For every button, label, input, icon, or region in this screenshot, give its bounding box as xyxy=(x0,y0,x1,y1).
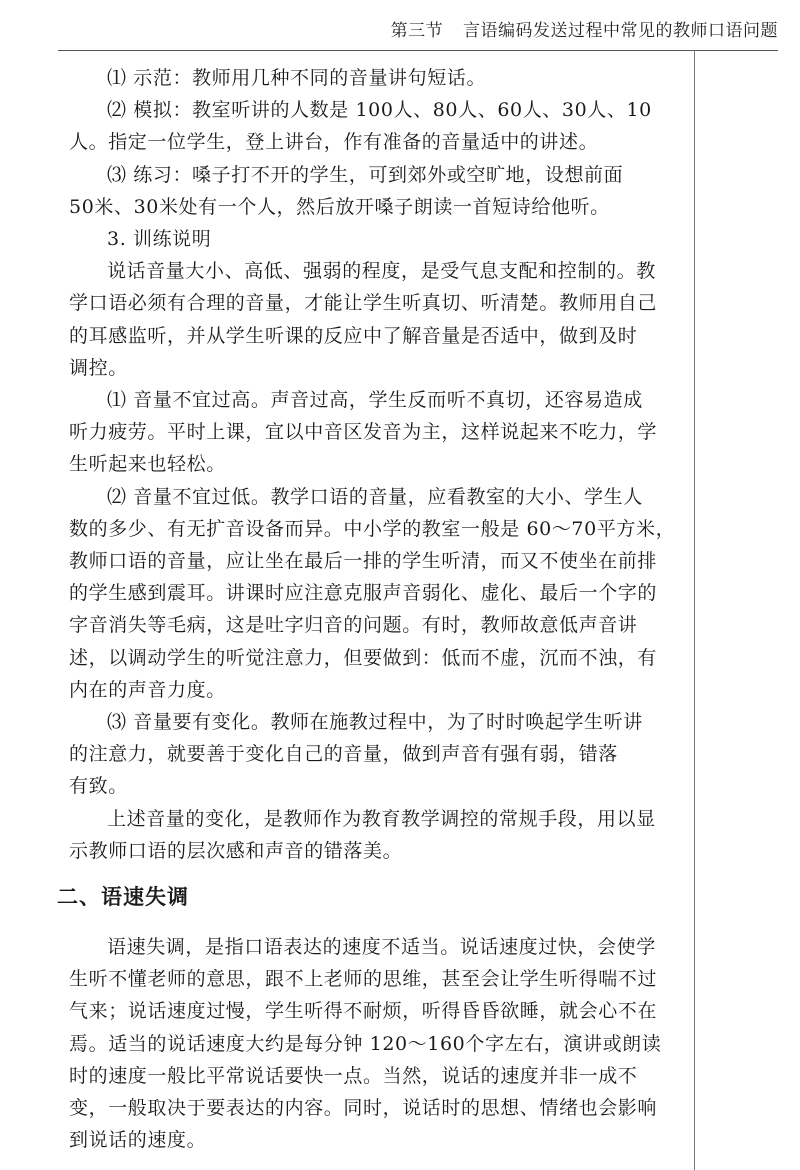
text-line: 听力疲劳。平时上课，宜以中音区发音为主，这样说起来不吃力，学 xyxy=(69,421,658,444)
text-line: 的注意力，就要善于变化自己的音量，做到声音有强有弱，错落 xyxy=(69,743,618,766)
paragraph xyxy=(69,931,695,1156)
text-line: 有致。 xyxy=(69,775,128,798)
text-line: 生听不懂老师的意思，跟不上老师的思维，甚至会让学生听得喘不过 xyxy=(69,968,658,991)
text-line: 3. 训练说明 xyxy=(107,228,212,251)
text-line: 数的多少、有无扩音设备而异。中小学的教室一般是 60～70平方米， xyxy=(69,517,676,540)
paragraph xyxy=(69,706,695,803)
paragraph xyxy=(69,94,695,158)
text-line: 的耳感监听，并从学生听课的反应中了解音量是否适中，做到及时 xyxy=(69,324,638,347)
section-title: 言语编码发送过程中常见的教师口语问题 xyxy=(463,21,778,41)
paragraph xyxy=(69,223,695,255)
paragraphs-after xyxy=(69,931,695,1156)
paragraph xyxy=(69,803,695,867)
text-line: ⑶ 练习：嗓子打不开的学生，可到郊外或空旷地，设想前面 xyxy=(107,163,624,186)
running-header xyxy=(391,16,778,41)
paragraph xyxy=(69,384,695,481)
text-line: 说话音量大小、高低、强弱的程度，是受气息支配和控制的。教 xyxy=(107,260,656,283)
text-line: 教师口语的音量，应让坐在最后一排的学生听清，而又不使坐在前排 xyxy=(69,550,658,573)
text-line: 调控。 xyxy=(69,356,128,379)
text-line: 上述音量的变化，是教师作为教育教学调控的常规手段，用以显 xyxy=(107,807,656,830)
text-line: 述，以调动学生的听觉注意力，但要做到：低而不虚，沉而不浊，有 xyxy=(69,646,658,669)
text-line: 生听起来也轻松。 xyxy=(69,453,226,476)
text-line: 时的速度一般比平常说话要快一点。当然，说话的速度并非一成不 xyxy=(69,1064,638,1087)
text-line: 焉。适当的说话速度大约是每分钟 120～160个字左右，演讲或朗读 xyxy=(69,1032,662,1055)
section-number: 第三节 xyxy=(390,21,444,41)
paragraph xyxy=(69,255,695,384)
text-line: 语速失调，是指口语表达的速度不适当。说话速度过快，会使学 xyxy=(107,936,656,959)
text-line: 示教师口语的层次感和声音的错落美。 xyxy=(69,839,403,862)
text-line: 50米、30米处有一个人，然后放开嗓子朗读一首短诗给他听。 xyxy=(69,195,610,218)
text-line: ⑴ 音量不宜过高。声音过高，学生反而听不真切，还容易造成 xyxy=(107,389,643,412)
text-line: 内在的声音力度。 xyxy=(69,678,226,701)
text-line: 变，一般取决于要表达的内容。同时，说话时的思想、情绪也会影响 xyxy=(69,1097,658,1120)
page-body xyxy=(57,62,695,1157)
text-line: 到说话的速度。 xyxy=(69,1129,207,1152)
text-line: 气来；说话速度过慢，学生听得不耐烦，听得昏昏欲睡，就会心不在 xyxy=(69,1000,658,1023)
header-rule xyxy=(58,50,778,51)
text-line: ⑵ 模拟：教室听讲的人数是 100人、80人、60人、30人、10 xyxy=(107,99,652,122)
text-line: 学口语必须有合理的音量，才能让学生听真切、听清楚。教师用自己 xyxy=(69,292,658,315)
text-line: ⑶ 音量要有变化。教师在施教过程中，为了时时唤起学生听讲 xyxy=(107,711,643,734)
text-line: ⑴ 示范：教师用几种不同的音量讲句短话。 xyxy=(107,67,487,89)
paragraph xyxy=(69,62,695,94)
text-line: ⑵ 音量不宜过低。教学口语的音量，应看教室的大小、学生人 xyxy=(107,485,643,508)
section-heading: 二、语速失调 xyxy=(57,885,189,910)
paragraph xyxy=(69,481,695,706)
text-line: 人。指定一位学生，登上讲台，作有准备的音量适中的讲述。 xyxy=(69,131,599,154)
paragraphs-before xyxy=(69,62,695,867)
text-line: 的学生感到震耳。讲课时应注意克服声音弱化、虚化、最后一个字的 xyxy=(69,582,658,605)
text-line: 字音消失等毛病，这是吐字归音的问题。有时，教师故意低声音讲 xyxy=(69,614,638,637)
paragraph xyxy=(69,159,695,223)
